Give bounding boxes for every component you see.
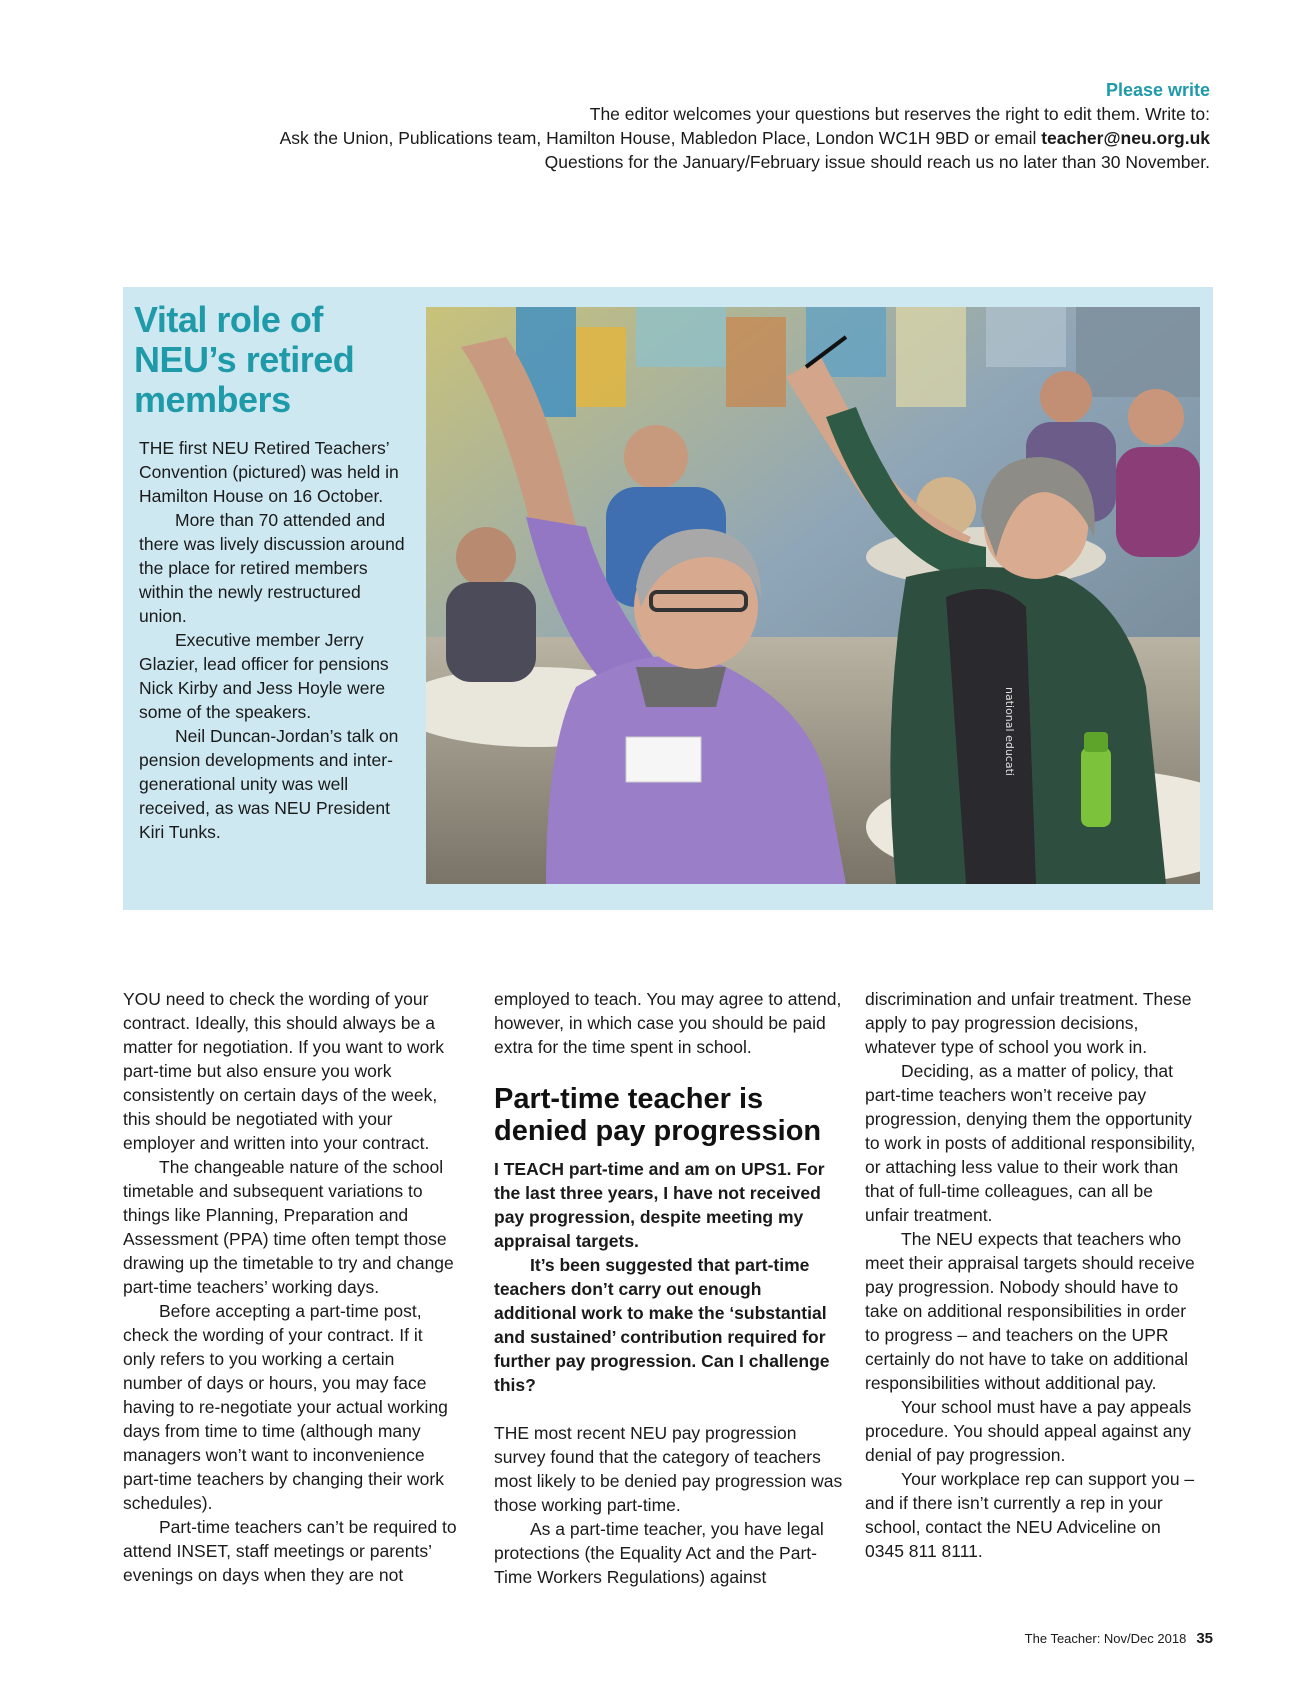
answer-paragraph: The NEU expects that teachers who meet their appraisal targets should receive pay progression. Nobody should have to take on additional responsibilities in order to progress – and teachers on the UPR certainly do not have to take on additional responsibilities without additional pay. <box>865 1229 1195 1393</box>
email-link[interactable]: teacher@neu.org.uk <box>1041 128 1210 148</box>
reader-question: It’s been suggested that part-time teachers don’t carry out enough additional work to make the ‘substantial and sustained’ contribution required for further pay progression. Can I challenge this? <box>494 1255 830 1395</box>
publication-name: The Teacher: Nov/Dec 2018 <box>1024 1631 1187 1646</box>
boxout-paragraph: More than 70 attended and there was lively discussion around the place for retired members within the newly restructured union. <box>139 510 405 626</box>
article-heading: Part-time teacher is denied pay progression <box>494 1083 822 1147</box>
article-paragraph: employed to teach. You may agree to attend, however, in which case you should be paid extra for the time spent in school. <box>494 989 842 1057</box>
boxout-heading: Vital role of NEU’s retired members <box>134 299 355 420</box>
page-footer <box>1025 1630 1213 1648</box>
answer-paragraph: THE most recent NEU pay progression survey found that the category of teachers most likely to be denied pay progression was those working part-time. <box>494 1423 843 1515</box>
please-write-notice <box>210 78 1210 174</box>
answer-paragraph: As a part-time teacher, you have legal protections (the Equality Act and the Part-Time Workers Regulations) against <box>494 1519 824 1587</box>
please-write-line-1: The editor welcomes your questions but reserves the right to edit them. Write to: <box>589 104 1210 124</box>
page-number: 35 <box>1196 1630 1213 1647</box>
please-write-line-3: Questions for the January/February issue should reach us no later than 30 November. <box>544 152 1210 172</box>
please-write-title: Please write <box>1105 80 1210 100</box>
convention-photo <box>426 307 1200 884</box>
article-paragraph: Part-time teachers can’t be required to attend INSET, staff meetings or parents’ evenings on days when they are not <box>123 1517 457 1585</box>
boxout-paragraph: Neil Duncan-Jordan’s talk on pension developments and inter-generational unity was well received, as was NEU President Kiri Tunks. <box>139 726 399 842</box>
answer-paragraph: Your school must have a pay appeals procedure. You should appeal against any denial of pay progression. <box>865 1397 1192 1465</box>
answer-paragraph: Deciding, as a matter of policy, that part-time teachers won’t receive pay progression, denying them the opportunity to work in posts of additional responsibility, or attaching less value to their work than that of full-time colleagues, can all be unfair treatment. <box>865 1061 1196 1225</box>
convention-photo-illustration <box>426 307 1200 884</box>
please-write-line-2 <box>210 126 1210 150</box>
answer-paragraph: discrimination and unfair treatment. These apply to pay progression decisions, whatever type of school you work in. <box>865 989 1192 1057</box>
boxout-paragraph: Executive member Jerry Glazier, lead officer for pensions Nick Kirby and Jess Hoyle were some of the speakers. <box>139 630 389 722</box>
article-paragraph: Before accepting a part-time post, check the wording of your contract. If it only refers to you working a certain number of days or hours, you may face having to re-negotiate your actual working days from time to time (although many managers won’t want to inconvenience part-time teachers by changing their work schedules). <box>123 1301 448 1513</box>
article-column-3 <box>865 987 1200 1563</box>
boxout-paragraph: THE first NEU Retired Teachers’ Convention (pictured) was held in Hamilton House on 16 October. <box>139 438 399 506</box>
boxout-body <box>139 436 409 844</box>
reader-question: I TEACH part-time and am on UPS1. For the last three years, I have not received pay progression, despite meeting my appraisal targets. <box>494 1159 825 1251</box>
please-write-address: Ask the Union, Publications team, Hamilton House, Mabledon Place, London WC1H 9BD or email <box>279 128 1042 148</box>
article-paragraph: YOU need to check the wording of your contract. Ideally, this should always be a matter for negotiation. If you want to work part-time but also ensure you work consistently on certain days of the week, this should be negotiated with your employer and written into your contract. <box>123 989 444 1153</box>
lanyard-text: national educati <box>1003 687 1016 776</box>
answer-paragraph: Your workplace rep can support you – and if there isn’t currently a rep in your school, contact the NEU Adviceline on 0345 811 8111. <box>865 1469 1195 1561</box>
article-column-1 <box>123 987 458 1587</box>
article-column-2 <box>494 987 844 1589</box>
article-paragraph: The changeable nature of the school timetable and subsequent variations to things like Planning, Preparation and Assessment (PPA) time often tempt those drawing up the timetable to try and change part-time teachers’ working days. <box>123 1157 454 1297</box>
